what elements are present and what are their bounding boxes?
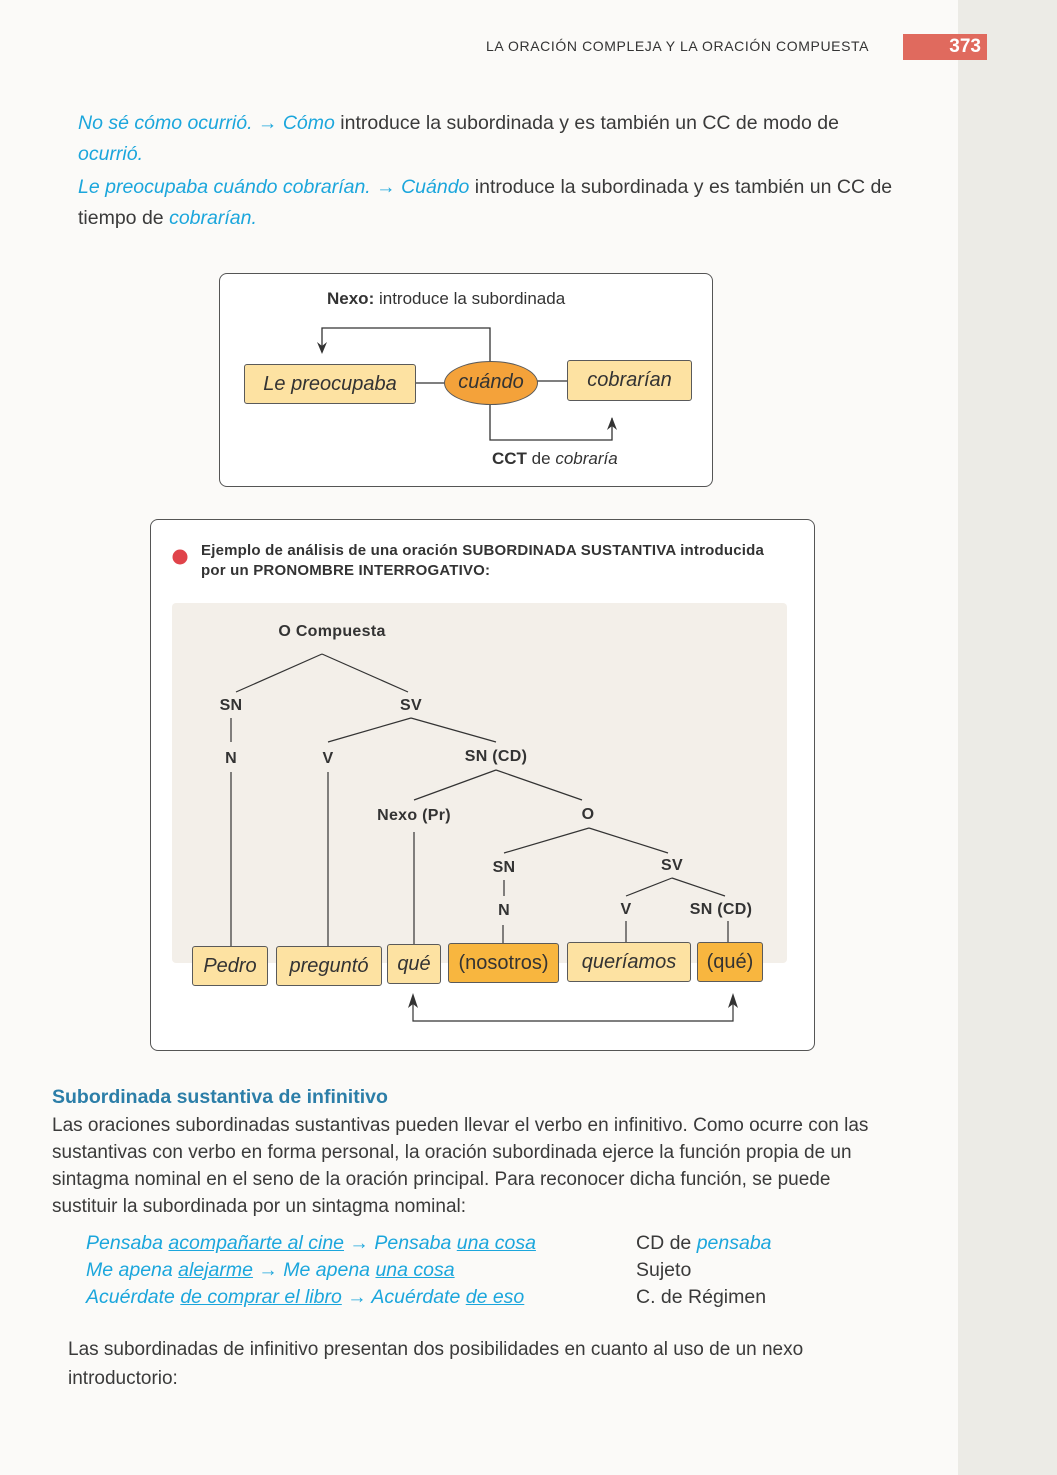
explanation-text: introduce la subordinada y es también un CC de tiempo de (78, 176, 893, 229)
tree-node-sn-cd-2: SN (CD) (689, 901, 753, 918)
word-nosotros: (nosotros) (448, 943, 559, 983)
tree-node-v: V (322, 750, 334, 767)
tree-node-sn-2: SN (492, 859, 516, 876)
word-cuando-oval: cuándo (444, 361, 538, 405)
word-le-preocupaba: Le preocupaba (244, 364, 416, 404)
word-que: qué (387, 944, 441, 984)
tree-node-sn: SN (219, 697, 243, 714)
explanation-text: introduce la subordinada y es también un CC de modo de (334, 112, 839, 134)
final-paragraph: Las subordinadas de infinitivo presentan dos posibilidades en cuanto al uso de un nexo introductorio: (68, 1339, 804, 1389)
example-sentence: No sé cómo ocurrió. (78, 112, 253, 134)
analysis-heading: Ejemplo de análisis de una oración SUBORDINADA SUSTANTIVA introducida por un PRONOMBRE INTERROGATIVO: (201, 542, 765, 579)
arrow-icon: → (376, 176, 396, 198)
word-que-cd: (qué) (697, 942, 763, 982)
arrow-icon: → (257, 112, 278, 134)
example-sentence: Le preocupaba cuándo cobrarían. (78, 176, 371, 198)
tree-node-sv-2: SV (661, 857, 683, 874)
word-cobrarian: cobrarían (567, 360, 692, 401)
page-number: 373 (903, 34, 987, 60)
word-queriamos: queríamos (567, 942, 691, 982)
tree-node-n: N (225, 750, 237, 767)
verb-word: ocurrió. (78, 143, 144, 165)
nexo-word: Cuándo (401, 176, 470, 198)
tree-node-nexo: Nexo (Pr) (377, 807, 451, 824)
tree-node-o-compuesta: O Compuesta (278, 623, 386, 640)
tree-node-v-2: V (620, 901, 632, 918)
running-header: LA ORACIÓN COMPLEJA Y LA ORACIÓN COMPUESTA (486, 38, 870, 54)
section-heading: Subordinada sustantiva de infinitivo (52, 1086, 388, 1108)
nexo-diagram-title: Nexo: introduce la subordinada (327, 289, 566, 308)
tree-node-o: O (581, 806, 595, 823)
section-paragraph: Las oraciones subordinadas sustantivas pueden llevar el verbo en infinitivo. Como ocurre con las sustantivas con verbo en forma personal, la oración subordinada ejerce la función propia de un sintagma nominal en el seno de la oración principal. Para reconocer dicha función, se puede sustituir la subordinada por un sintagma nominal: (52, 1115, 869, 1217)
word-pedro: Pedro (192, 946, 268, 986)
verb-word: cobrarían. (169, 207, 257, 229)
tree-node-sv: SV (400, 697, 422, 714)
cct-label: CCT de cobraría (492, 449, 618, 468)
word-pregunto: preguntó (276, 946, 382, 986)
tree-node-n-2: N (498, 902, 510, 919)
tree-node-sn-cd: SN (CD) (464, 748, 528, 765)
nexo-word: Cómo (282, 112, 335, 134)
